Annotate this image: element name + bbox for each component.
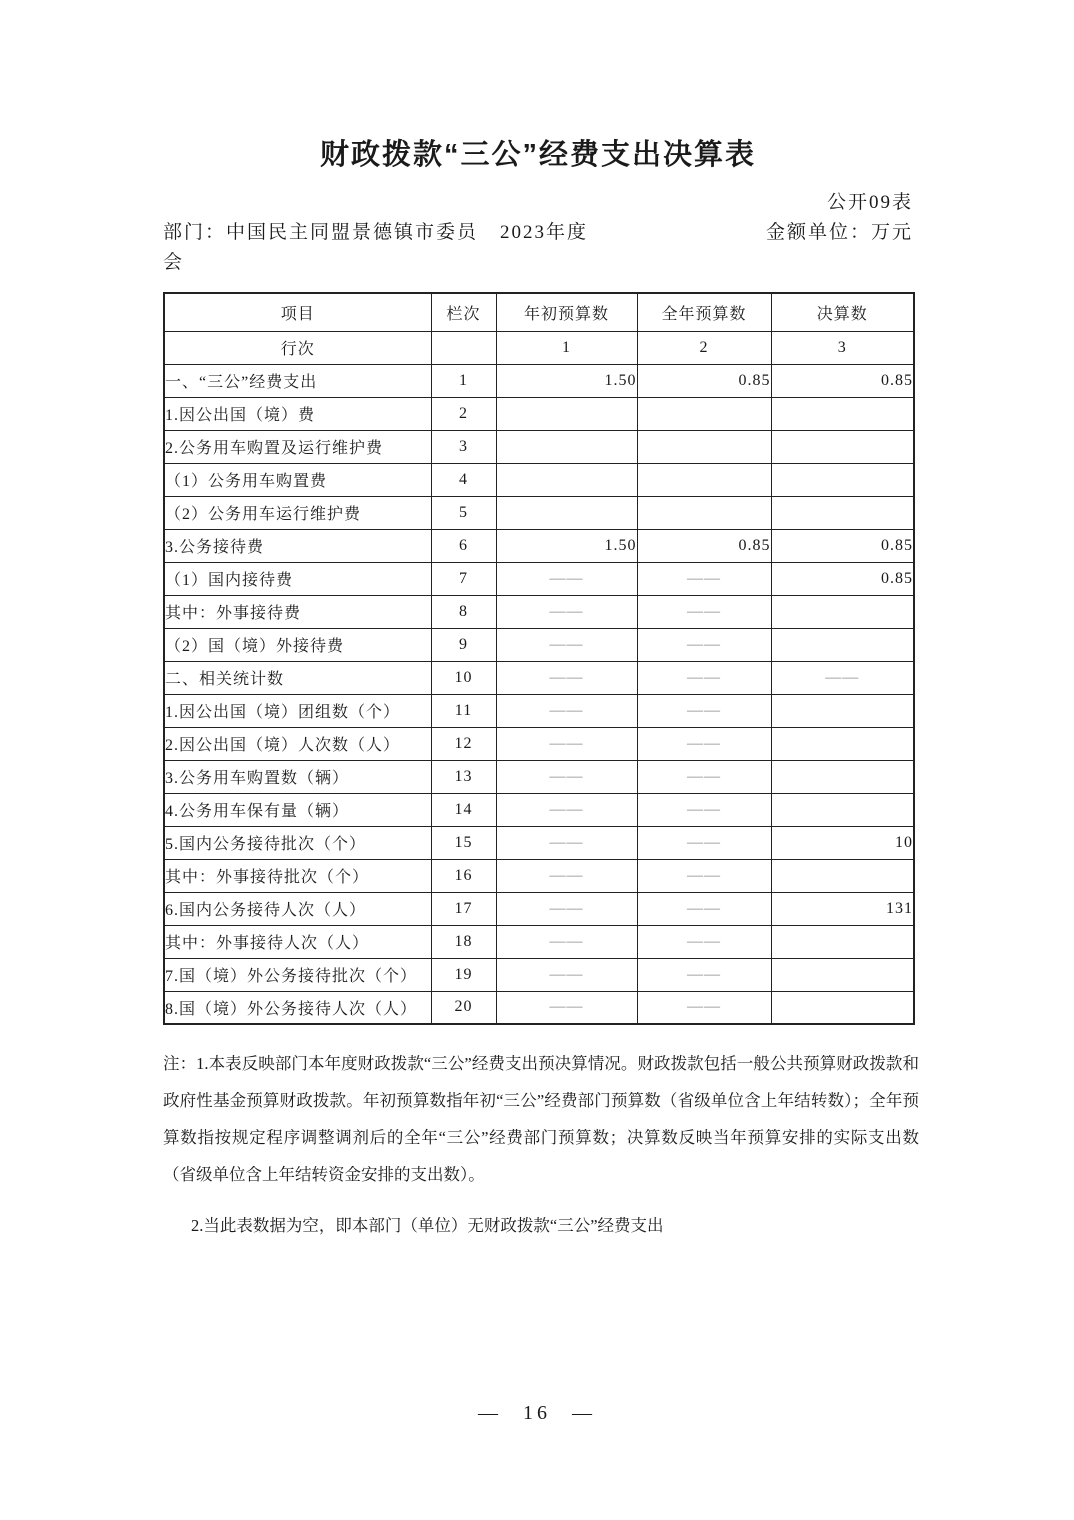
- table-row: [164, 562, 914, 595]
- row-line-number: 9: [431, 628, 496, 661]
- row-item-label: 2.因公出国（境）人次数（人）: [164, 727, 431, 760]
- row-value-cell: [771, 760, 914, 793]
- row-item-label: 1.因公出国（境）团组数（个）: [164, 694, 431, 727]
- row-value-cell: ——: [637, 628, 771, 661]
- table-row: [164, 397, 914, 430]
- table-row: [164, 958, 914, 991]
- subheader-col-1: 1: [496, 331, 637, 364]
- table-row: [164, 430, 914, 463]
- row-value-cell: ——: [496, 991, 637, 1024]
- meta-row: [163, 218, 913, 278]
- row-item-label: 5.国内公务接待批次（个）: [164, 826, 431, 859]
- row-value-cell: [771, 925, 914, 958]
- row-value-cell: ——: [637, 859, 771, 892]
- row-item-label: 其中：外事接待人次（人）: [164, 925, 431, 958]
- table-row: [164, 529, 914, 562]
- row-value-cell: ——: [637, 562, 771, 595]
- row-item-label: 二、相关统计数: [164, 661, 431, 694]
- row-item-label: 8.国（境）外公务接待人次（人）: [164, 991, 431, 1024]
- note-1: 注：1.本表反映部门本年度财政拨款“三公”经费支出预决算情况。财政拨款包括一般公共预算财政拨款和政府性基金预算财政拨款。年初预算数指年初“三公”经费部门预算数（省级单位含上年结转数）；全年预算数指按规定程序调整调剂后的全年“三公”经费部门预算数；决算数反映当年预算安排的实际支出数（省级单位含上年结转资金安排的支出数）。: [163, 1054, 919, 1184]
- row-value-cell: ——: [637, 661, 771, 694]
- table-row: [164, 496, 914, 529]
- row-value-cell: [496, 496, 637, 529]
- table-row: [164, 727, 914, 760]
- row-line-number: 11: [431, 694, 496, 727]
- row-value-cell: [771, 991, 914, 1024]
- row-item-label: （2）国（境）外接待费: [164, 628, 431, 661]
- table-row: [164, 628, 914, 661]
- row-line-number: 19: [431, 958, 496, 991]
- row-line-number: 5: [431, 496, 496, 529]
- row-value-cell: ——: [637, 760, 771, 793]
- fiscal-year: 2023年度: [500, 222, 589, 243]
- subheader-col-2: 2: [637, 331, 771, 364]
- row-line-number: 1: [431, 364, 496, 397]
- row-value-cell: ——: [496, 694, 637, 727]
- page-content: [163, 0, 919, 1244]
- row-item-label: （1）公务用车购置费: [164, 463, 431, 496]
- row-line-number: 12: [431, 727, 496, 760]
- header-final-account: 决算数: [771, 293, 914, 331]
- row-value-cell: ——: [496, 595, 637, 628]
- row-value-cell: 10: [771, 826, 914, 859]
- table-header-row: [164, 293, 914, 331]
- row-value-cell: ——: [637, 694, 771, 727]
- row-value-cell: [637, 463, 771, 496]
- table-row: [164, 925, 914, 958]
- note-2: 2.当此表数据为空，即本部门（单位）无财政拨款“三公”经费支出: [191, 1216, 664, 1235]
- table-subheader-row: [164, 331, 914, 364]
- row-value-cell: 0.85: [771, 364, 914, 397]
- table-row: [164, 364, 914, 397]
- row-value-cell: [771, 397, 914, 430]
- table-row: [164, 826, 914, 859]
- table-row: [164, 463, 914, 496]
- row-value-cell: ——: [637, 958, 771, 991]
- row-item-label: 其中：外事接待批次（个）: [164, 859, 431, 892]
- row-line-number: 6: [431, 529, 496, 562]
- row-line-number: 20: [431, 991, 496, 1024]
- row-value-cell: ——: [637, 892, 771, 925]
- row-value-cell: ——: [496, 958, 637, 991]
- table-row: [164, 760, 914, 793]
- table-row: [164, 595, 914, 628]
- row-line-number: 17: [431, 892, 496, 925]
- header-initial-budget: 年初预算数: [496, 293, 637, 331]
- subheader-empty: [431, 331, 496, 364]
- table-row: [164, 991, 914, 1024]
- row-value-cell: ——: [496, 793, 637, 826]
- amount-unit: 金额单位：万元: [765, 222, 913, 243]
- row-value-cell: 131: [771, 892, 914, 925]
- table-row: [164, 859, 914, 892]
- row-value-cell: ——: [637, 925, 771, 958]
- row-line-number: 14: [431, 793, 496, 826]
- department-label: 部门：中国民主同盟景德镇市委员会: [163, 222, 479, 273]
- table-code: 公开09表: [826, 192, 913, 213]
- row-value-cell: ——: [496, 628, 637, 661]
- row-value-cell: ——: [637, 727, 771, 760]
- row-value-cell: [637, 496, 771, 529]
- row-value-cell: [496, 463, 637, 496]
- row-value-cell: ——: [771, 661, 914, 694]
- table-body: [164, 364, 914, 1024]
- header-annual-budget: 全年预算数: [637, 293, 771, 331]
- header-item: 项目: [164, 293, 431, 331]
- row-value-cell: [771, 958, 914, 991]
- row-value-cell: [771, 793, 914, 826]
- row-line-number: 4: [431, 463, 496, 496]
- row-value-cell: ——: [637, 793, 771, 826]
- row-line-number: 13: [431, 760, 496, 793]
- row-line-number: 7: [431, 562, 496, 595]
- row-value-cell: [771, 727, 914, 760]
- row-line-number: 18: [431, 925, 496, 958]
- row-value-cell: ——: [637, 595, 771, 628]
- three-public-expense-table: [163, 292, 915, 1025]
- row-value-cell: ——: [496, 892, 637, 925]
- row-item-label: 3.公务接待费: [164, 529, 431, 562]
- row-value-cell: 0.85: [771, 529, 914, 562]
- row-line-number: 8: [431, 595, 496, 628]
- row-value-cell: [637, 430, 771, 463]
- row-line-number: 15: [431, 826, 496, 859]
- table-row: [164, 793, 914, 826]
- row-value-cell: 1.50: [496, 364, 637, 397]
- page-number: — 16 —: [478, 1402, 596, 1424]
- row-value-cell: ——: [496, 826, 637, 859]
- table-row: [164, 694, 914, 727]
- row-value-cell: 0.85: [637, 364, 771, 397]
- subheader-line-no: 行次: [164, 331, 431, 364]
- row-value-cell: 1.50: [496, 529, 637, 562]
- row-item-label: （2）公务用车运行维护费: [164, 496, 431, 529]
- subheader-col-3: 3: [771, 331, 914, 364]
- row-value-cell: ——: [496, 925, 637, 958]
- row-value-cell: [771, 496, 914, 529]
- row-value-cell: ——: [496, 859, 637, 892]
- row-value-cell: ——: [496, 760, 637, 793]
- table-row: [164, 661, 914, 694]
- row-value-cell: [771, 463, 914, 496]
- row-line-number: 3: [431, 430, 496, 463]
- row-value-cell: [637, 397, 771, 430]
- row-value-cell: ——: [496, 661, 637, 694]
- row-value-cell: [771, 430, 914, 463]
- row-item-label: 6.国内公务接待人次（人）: [164, 892, 431, 925]
- row-value-cell: [771, 694, 914, 727]
- row-value-cell: ——: [496, 727, 637, 760]
- row-item-label: 1.因公出国（境）费: [164, 397, 431, 430]
- row-value-cell: ——: [637, 826, 771, 859]
- row-line-number: 16: [431, 859, 496, 892]
- row-value-cell: [771, 859, 914, 892]
- row-value-cell: [496, 430, 637, 463]
- row-value-cell: ——: [637, 991, 771, 1024]
- page-title: 财政拨款“三公”经费支出决算表: [319, 139, 756, 171]
- notes-section: [163, 1045, 919, 1244]
- row-item-label: 其中：外事接待费: [164, 595, 431, 628]
- row-item-label: 一、“三公”经费支出: [164, 364, 431, 397]
- row-value-cell: [771, 595, 914, 628]
- row-value-cell: 0.85: [771, 562, 914, 595]
- row-value-cell: ——: [496, 562, 637, 595]
- row-value-cell: [771, 628, 914, 661]
- row-value-cell: [496, 397, 637, 430]
- table-row: [164, 892, 914, 925]
- row-line-number: 10: [431, 661, 496, 694]
- row-item-label: （1）国内接待费: [164, 562, 431, 595]
- page-footer: [0, 1402, 1074, 1425]
- row-item-label: 7.国（境）外公务接待批次（个）: [164, 958, 431, 991]
- header-column-no: 栏次: [431, 293, 496, 331]
- row-item-label: 3.公务用车购置数（辆）: [164, 760, 431, 793]
- row-value-cell: 0.85: [637, 529, 771, 562]
- row-line-number: 2: [431, 397, 496, 430]
- row-item-label: 4.公务用车保有量（辆）: [164, 793, 431, 826]
- row-item-label: 2.公务用车购置及运行维护费: [164, 430, 431, 463]
